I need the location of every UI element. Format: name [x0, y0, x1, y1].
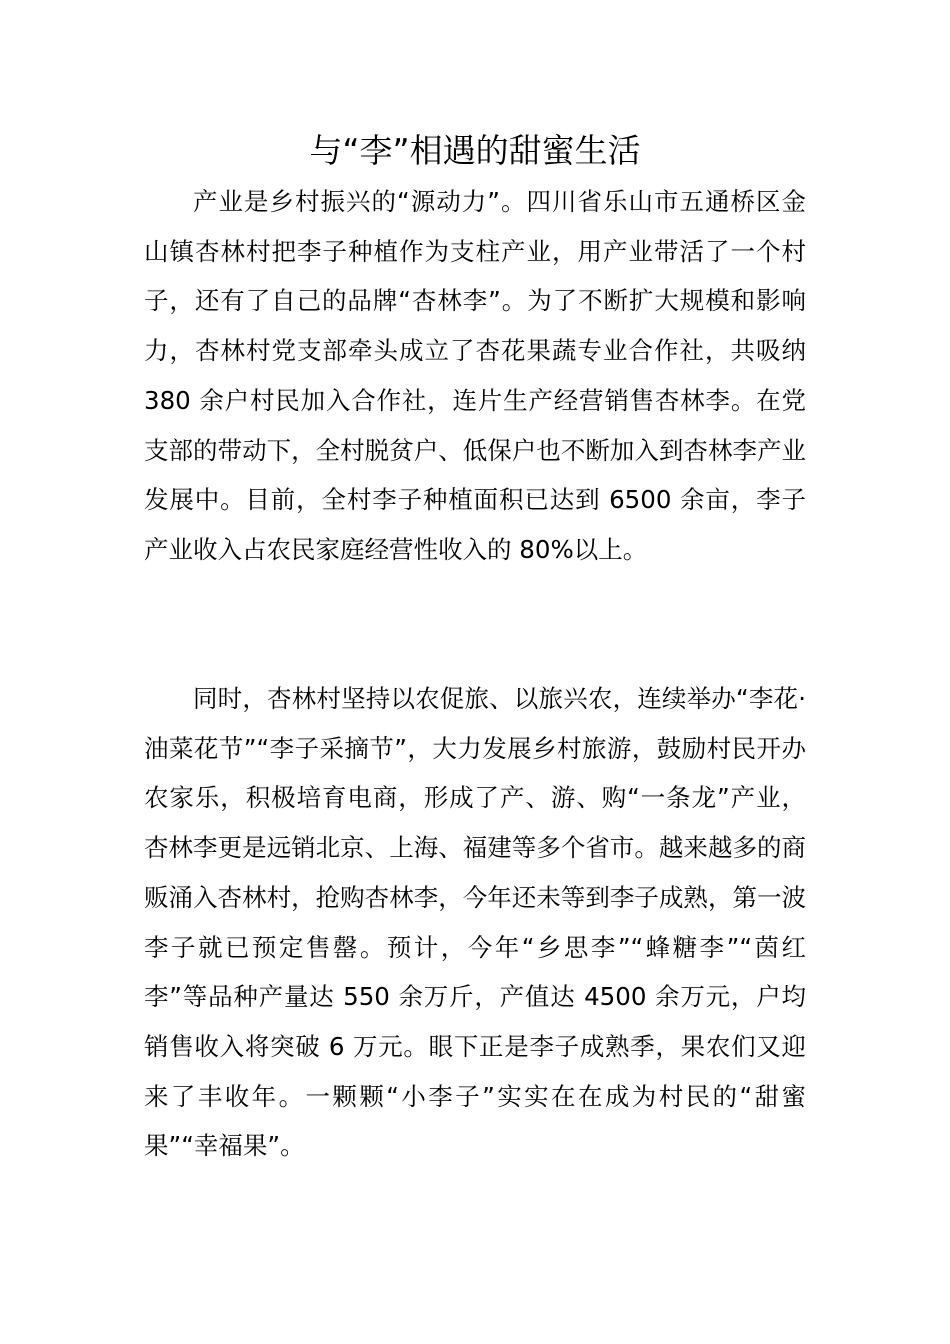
paragraph-tourism: 同时，杏林村坚持以农促旅、以旅兴农，连续举办“李花·油菜花节”“李子采摘节”，大力发展乡村旅游，鼓励村民开办农家乐，积极培育电商，形成了产、游、购“一条龙”产业，杏林李更是远销北京、上海、福建等多个省市。越来越多的商贩涌入杏林村，抢购杏林李，今年还未等到李子成熟，第一波李子就已预定售罄。预计，今年“乡思李”“蜂糖李”“茵红李”等品种产量达 550 余万斤，产值达 4500 余万元，户均销售收入将突破 6 万元。眼下正是李子成熟季，果农们又迎来了丰收年。一颗颗“小李子”实实在在成为村民的“甜蜜果”“幸福果”。 — [144, 684, 806, 1161]
document-title: 与“李”相遇的甜蜜生活 — [309, 131, 641, 170]
paragraph-industry: 产业是乡村振兴的“源动力”。四川省乐山市五通桥区金山镇杏林村把李子种植作为支柱产业，用产业带活了一个村子，还有了自己的品牌“杏林李”。为了不断扩大规模和影响力，杏林村党支部牵头成立了杏花果蔬专业合作社，共吸纳 380 余户村民加入合作社，连片生产经营销售杏林李。在党支部的带动下，全村脱贫户、低保户也不断加入到杏林李产业发展中。目前，全村李子种植面积已达到 6500 余亩，李子产业收入占农民家庭经营性收入的 80%以上。 — [144, 187, 806, 564]
